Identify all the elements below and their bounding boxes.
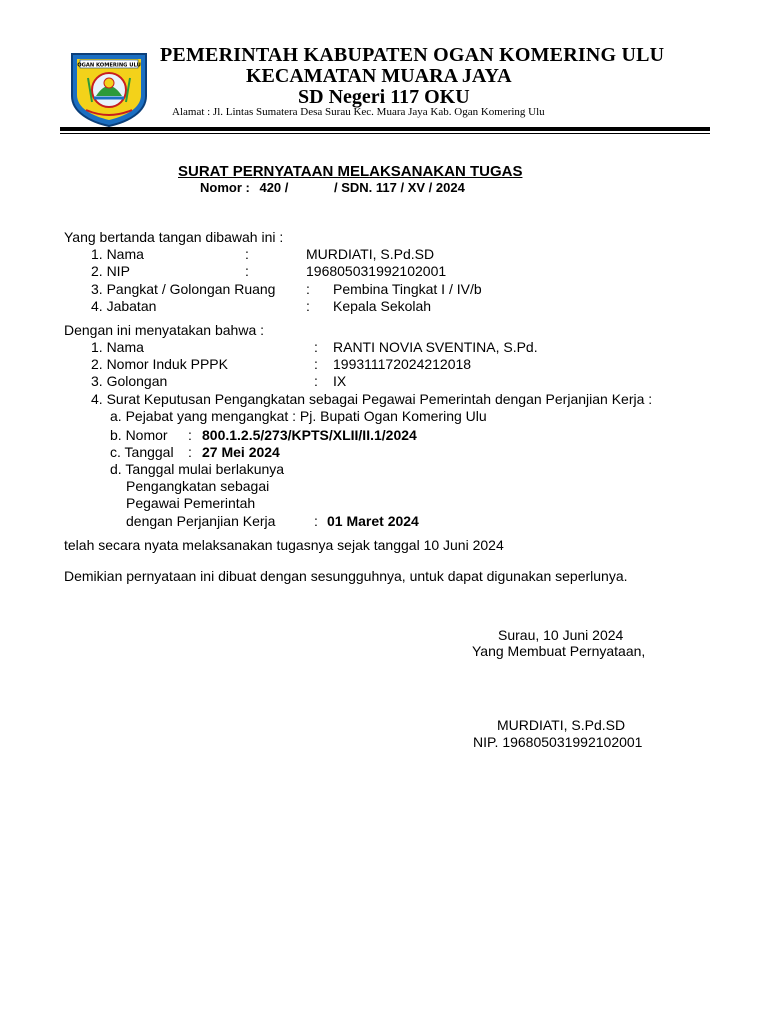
decree-date-value: 27 Mei 2024	[202, 444, 280, 460]
subject-value-name: RANTI NOVIA SVENTINA, S.Pd.	[333, 339, 538, 355]
signer-value-name: MURDIATI, S.Pd.SD	[306, 246, 435, 262]
subject-value-pppk: 199311172024212018	[333, 356, 472, 372]
decree-number-label: b. Nomor	[110, 427, 168, 443]
signature-role: Yang Membuat Pernyataan,	[472, 643, 646, 659]
regency-emblem-logo	[66, 50, 152, 128]
letterhead-address: Alamat : Jl. Lintas Sumatera Desa Surau Kec. Muara Jaya Kab. Ogan Komering Ulu	[172, 106, 545, 118]
effective-date-sep: :	[314, 513, 318, 529]
signer-sep-nip: :	[245, 263, 249, 279]
signer-label-name: 1. Nama	[91, 246, 144, 262]
signer-label-nip: 2. NIP	[91, 263, 130, 279]
subject-sep-class: :	[314, 373, 318, 389]
signature-place-date: Surau, 10 Juni 2024	[498, 627, 624, 643]
decree-date-sep: :	[188, 444, 192, 460]
document-title: SURAT PERNYATAAN MELAKSANAKAN TUGAS	[178, 163, 523, 180]
decree-number-value: 800.1.2.5/273/KPTS/XLII/II.1/2024	[202, 427, 417, 443]
decree-number-sep: :	[188, 427, 192, 443]
effective-date-label-line2: Pengangkatan sebagai	[126, 478, 270, 494]
document-number	[200, 180, 465, 195]
signature-name: MURDIATI, S.Pd.SD	[497, 717, 626, 733]
statement-text: telah secara nyata melaksanakan tugasnya sejak tanggal 10 Juni 2024	[64, 537, 504, 553]
effective-date-label-line4: dengan Perjanjian Kerja	[126, 513, 276, 529]
nomor-prefix: 420 /	[259, 180, 289, 195]
signer-label-position: 4. Jabatan	[91, 298, 157, 314]
nomor-label: Nomor :	[200, 180, 250, 195]
effective-date-label-line1: d. Tanggal mulai berlakunya	[110, 461, 285, 477]
subject-sep-name: :	[314, 339, 318, 355]
subject-intro: Dengan ini menyatakan bahwa :	[64, 322, 265, 338]
letterhead-school: SD Negeri 117 OKU	[298, 86, 470, 108]
logo-banner-text: OGAN KOMERING ULU	[77, 62, 141, 69]
letterhead-district: KECAMATAN MUARA JAYA	[246, 65, 512, 87]
decree-official: a. Pejabat yang mengangkat : Pj. Bupati Ogan Komering Ulu	[110, 408, 487, 424]
letterhead-government: PEMERINTAH KABUPATEN OGAN KOMERING ULU	[160, 44, 665, 66]
signer-sep-name: :	[245, 246, 249, 262]
decree-date-label: c. Tanggal	[110, 444, 174, 460]
subject-label-pppk: 2. Nomor Induk PPPK	[91, 356, 228, 372]
signer-label-rank: 3. Pangkat / Golongan Ruang	[91, 281, 276, 297]
signer-intro: Yang bertanda tangan dibawah ini :	[64, 229, 284, 245]
subject-value-class: IX	[333, 373, 347, 389]
signer-value-nip: 196805031992102001	[306, 263, 447, 279]
subject-label-class: 3. Golongan	[91, 373, 168, 389]
subject-decree-heading: 4. Surat Keputusan Pengangkatan sebagai Pegawai Pemerintah dengan Perjanjian Kerja :	[91, 391, 653, 407]
closing-text: Demikian pernyataan ini dibuat dengan sesungguhnya, untuk dapat digunakan seperlunya.	[64, 568, 628, 584]
signer-value-position: Kepala Sekolah	[333, 298, 432, 314]
signature-nip: NIP. 196805031992102001	[473, 734, 643, 750]
letterhead-divider-thin	[60, 133, 710, 134]
letterhead-divider-thick	[60, 127, 710, 131]
nomor-suffix: / SDN. 117 / XV / 2024	[334, 180, 465, 195]
signer-sep-position: :	[306, 298, 310, 314]
signer-value-rank: Pembina Tingkat I / IV/b	[333, 281, 482, 297]
subject-label-name: 1. Nama	[91, 339, 144, 355]
effective-date-label-line3: Pegawai Pemerintah	[126, 495, 256, 511]
subject-sep-pppk: :	[314, 356, 318, 372]
effective-date-value: 01 Maret 2024	[327, 513, 419, 529]
signer-sep-rank: :	[306, 281, 310, 297]
